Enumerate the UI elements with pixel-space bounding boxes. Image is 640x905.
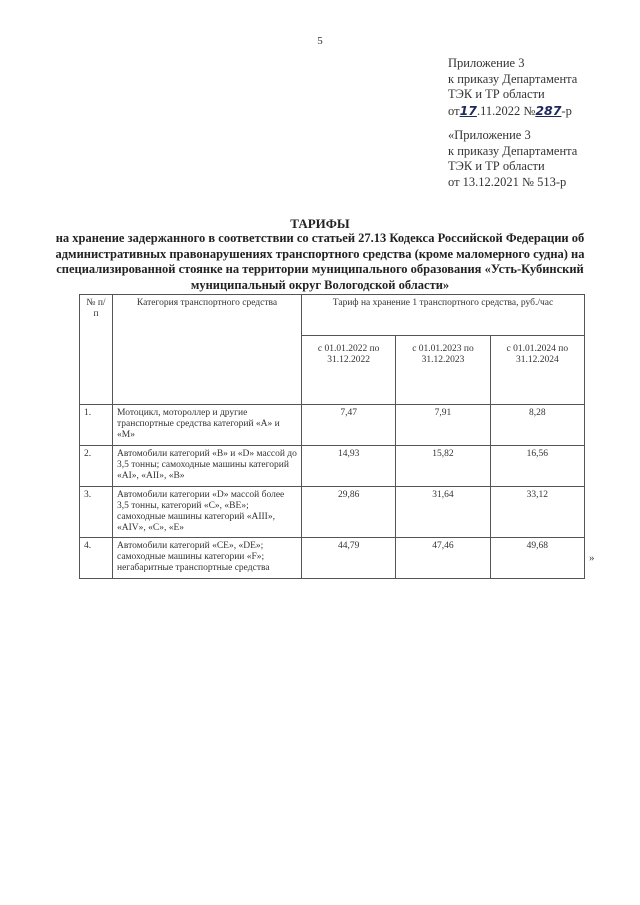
table-row [80, 538, 585, 579]
appendix-previous-line4: от 13.12.2021 № 513-р [448, 174, 567, 189]
row-tariff-2023: 47,46 [396, 538, 490, 579]
row-num: 3. [80, 487, 113, 538]
handwritten-date-day: 17 [459, 102, 477, 118]
appendix-previous [448, 128, 577, 190]
date-rest: .11.2022 № [476, 103, 536, 118]
row-tariff-2022: 7,47 [302, 405, 396, 446]
tariffs-table [79, 294, 585, 579]
header-period-2023: с 01.01.2023 по 31.12.2023 [396, 336, 490, 405]
row-category: Мотоцикл, мотороллер и другие транспортные средства категорий «А» и «М» [113, 405, 302, 446]
row-tariff-2022: 14,93 [302, 446, 396, 487]
row-num: 2. [80, 446, 113, 487]
table-row [80, 446, 585, 487]
document-title: ТАРИФЫ [290, 216, 350, 231]
page-number: 5 [317, 35, 323, 47]
table-header-row [80, 295, 585, 336]
row-tariff-2022: 29,86 [302, 487, 396, 538]
row-tariff-2023: 7,91 [396, 405, 490, 446]
header-period-2022: с 01.01.2022 по 31.12.2022 [302, 336, 396, 405]
date-prefix: от [448, 103, 460, 118]
row-tariff-2024: 33,12 [490, 487, 584, 538]
appendix-previous-line1: «Приложение 3 [448, 128, 531, 142]
row-tariff-2022: 44,79 [302, 538, 396, 579]
appendix-current-line3: ТЭК и ТР области [448, 87, 545, 101]
header-category: Категория транспортного средства [113, 295, 302, 405]
appendix-previous-line3: ТЭК и ТР области [448, 159, 545, 173]
row-tariff-2024: 8,28 [490, 405, 584, 446]
header-tariff: Тариф на хранение 1 транспортного средства, руб./час [302, 295, 585, 336]
appendix-current-line1: Приложение 3 [448, 56, 525, 70]
row-tariff-2024: 49,68 [490, 538, 584, 579]
row-num: 4. [80, 538, 113, 579]
appendix-previous-line2: к приказу Департамента [448, 143, 578, 158]
row-category: Автомобили категории «D» массой более 3,5 тонны, категорий «С», «ВЕ»; самоходные машины категорий «AIII», «AIV», «С», «Е» [113, 487, 302, 538]
row-num: 1. [80, 405, 113, 446]
row-tariff-2024: 16,56 [490, 446, 584, 487]
appendix-current [448, 56, 577, 119]
row-category: Автомобили категорий «СЕ», «DE»; самоходные машины категории «F»; негабаритные транспортные средства [113, 538, 302, 579]
appendix-current-date [448, 103, 577, 120]
table-row [80, 405, 585, 446]
closing-quote: » [589, 552, 595, 564]
handwritten-order-number: 287 [535, 102, 562, 118]
order-suffix: -р [561, 103, 572, 118]
document-subtitle: на хранение задержанного в соответствии со статьей 27.13 Кодекса Российской Федерации об административных правонарушениях транспортного средства (кроме маломерного судна) на специализированной стоянке на территории муниципального образования «Усть-Кубинский муниципальный округ Вологодской области» [55, 231, 585, 292]
row-tariff-2023: 15,82 [396, 446, 490, 487]
table-row [80, 487, 585, 538]
appendix-current-line2: к приказу Департамента [448, 71, 578, 86]
row-category: Автомобили категорий «В» и «D» массой до 3,5 тонны; самоходные машины категорий «AI», «AII», «В» [113, 446, 302, 487]
row-tariff-2023: 31,64 [396, 487, 490, 538]
header-num: № п/п [80, 295, 113, 405]
header-period-2024: с 01.01.2024 по 31.12.2024 [490, 336, 584, 405]
